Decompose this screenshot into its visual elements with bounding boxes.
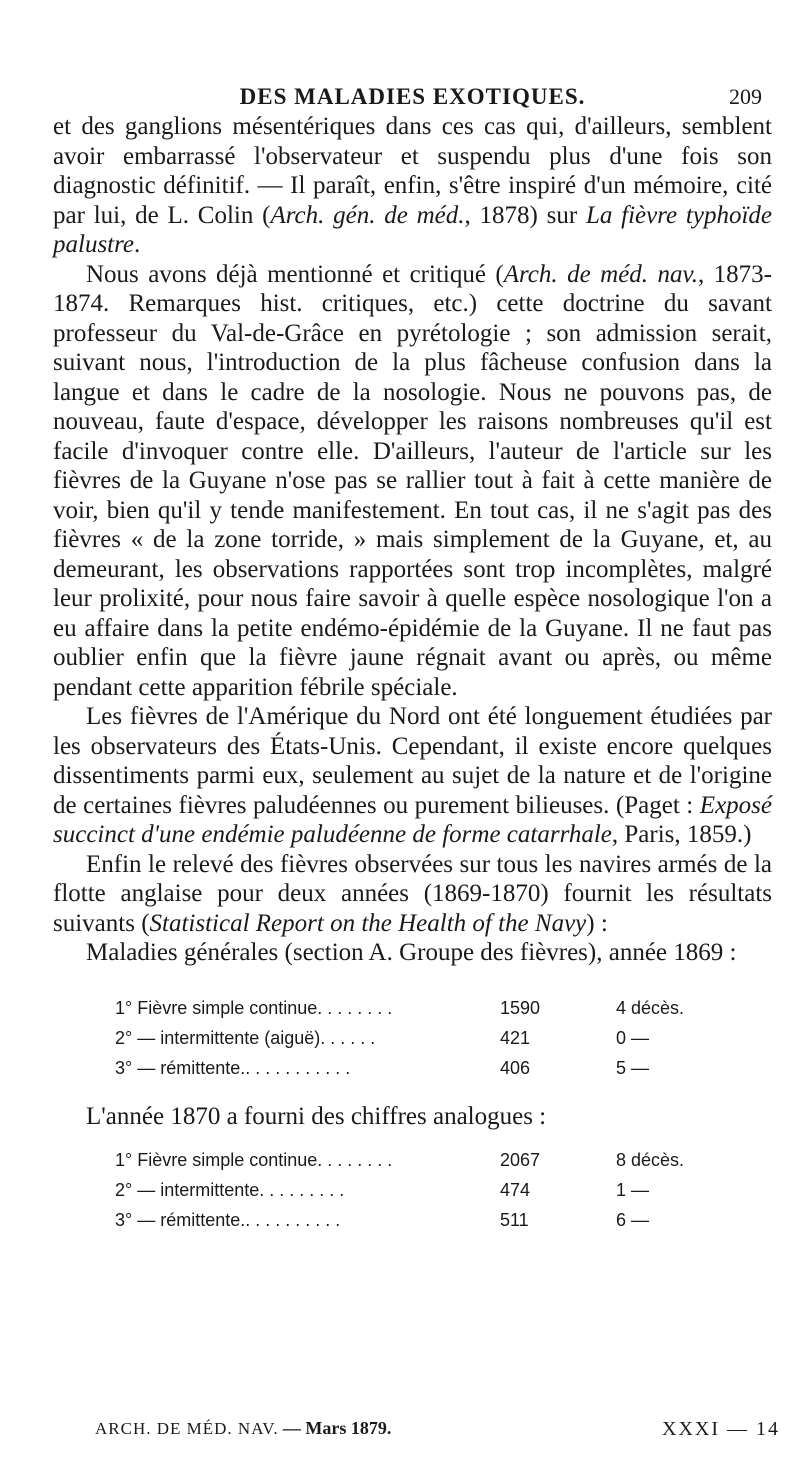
table-row: 1° Fièvre simple continue. . . . . . . . 2067 8 décès. xyxy=(115,1149,685,1170)
paragraph-5: Maladies générales (section A. Groupe des fièvres), année 1869 : xyxy=(86,939,737,966)
signature-mark: XXXI — 14 xyxy=(662,1418,780,1440)
running-title: DES MALADIES EXOTIQUES. xyxy=(239,84,586,109)
body-text-continued xyxy=(53,1102,772,1132)
citation-title: La fièvre typhoïde palustre xyxy=(53,201,772,258)
page-number: 209 xyxy=(729,84,762,109)
table-row: 1° Fièvre simple continue. . . . . . . . 1590 4 décès. xyxy=(115,998,685,1018)
page-header xyxy=(53,0,772,112)
issue-date: — Mars 1879. xyxy=(282,1418,392,1438)
table-1870 xyxy=(115,1145,706,1235)
citation-ref: Arch. de méd. nav. xyxy=(503,260,698,288)
body-text xyxy=(53,112,772,968)
paragraph-1: et des ganglions mésentériques dans ces cas qui, d'ailleurs, semblent avoir embarrassé l'observateur et suspendu plus d'une fois son diagnostic définitif. — Il paraît, enfin, s'être inspiré d'un mémoire, cité par lui, de L. Colin (Arch. gén. de méd., 1878) sur La fièvre typhoïde palustre. xyxy=(53,113,772,258)
paragraph-6: L'année 1870 a fourni des chiffres analogues : xyxy=(86,1102,547,1130)
citation-ref: Arch. gén. de méd. xyxy=(270,201,465,229)
citation-title: Exposé succinct d'une endémie paludéenne de forme catarrhale xyxy=(53,791,772,848)
page-footer xyxy=(95,1418,780,1439)
table-row: 3° — rémittente.. . . . . . . . . . 511 6 — xyxy=(115,1209,650,1230)
table-row: 2° — intermittente (aiguë). . . . . . 421 0 — xyxy=(115,1028,650,1048)
table-row: 3° — rémittente.. . . . . . . . . . . 406 5 — xyxy=(115,1058,650,1078)
table-1869 xyxy=(115,994,706,1084)
journal-name: ARCH. DE MÉD. NAV. xyxy=(95,1419,279,1438)
paragraph-4: Enfin le relevé des fièvres observées sur tous les navires armés de la flotte anglaise pour deux années (1869-1870) fournit les résultats suivants (Statistical Report on the Health of the Navy) : xyxy=(53,850,772,937)
paragraph-3: Les fièvres de l'Amérique du Nord ont été longuement étudiées par les observateurs des États-Unis. Cependant, il existe encore quelques dissentiments parmi eux, seulement au sujet de la nature et de l'origine de certaines fièvres paludéennes ou purement bilieuses. (Paget : Exposé succinct d'une endémie paludéenne de forme catarrhale, Paris, 1859.) xyxy=(53,703,772,848)
paragraph-2: Nous avons déjà mentionné et critiqué (Arch. de méd. nav., 1873-1874. Remarques hist. critiques, etc.) cette doctrine du savant professeur du Val-de-Grâce en pyrétologie ; son admission serait, suivant nous, l'introduction de la plus fâcheuse confusion dans la langue et dans le cadre de la nosologie. Nous ne pouvons pas, de nouveau, faute d'espace, développer les raisons nombreuses qu'il est facile d'invoquer contre elle. D'ailleurs, l'auteur de l'article sur les fièvres de la Guyane n'ose pas se rallier tout à fait à cette manière de voir, bien qu'il y tende manifestement. En tout cas, il ne s'agit pas des fièvres « de la zone torride, » mais simplement de la Guyane, et, au demeurant, les observations rapportées sont trop incomplètes, malgré leur prolixité, pour nous faire savoir à quelle espèce nosologique l'on a eu affaire dans la petite endémo-épidémie de la Guyane. Il ne faut pas oublier enfin que la fièvre jaune régnait avant ou après, ou même pendant cette apparition fébrile spéciale. xyxy=(53,260,773,701)
citation-title: Statistical Report on the Health of the Navy xyxy=(149,909,587,937)
table-row: 2° — intermittente. . . . . . . . . 474 1 — xyxy=(115,1179,650,1200)
